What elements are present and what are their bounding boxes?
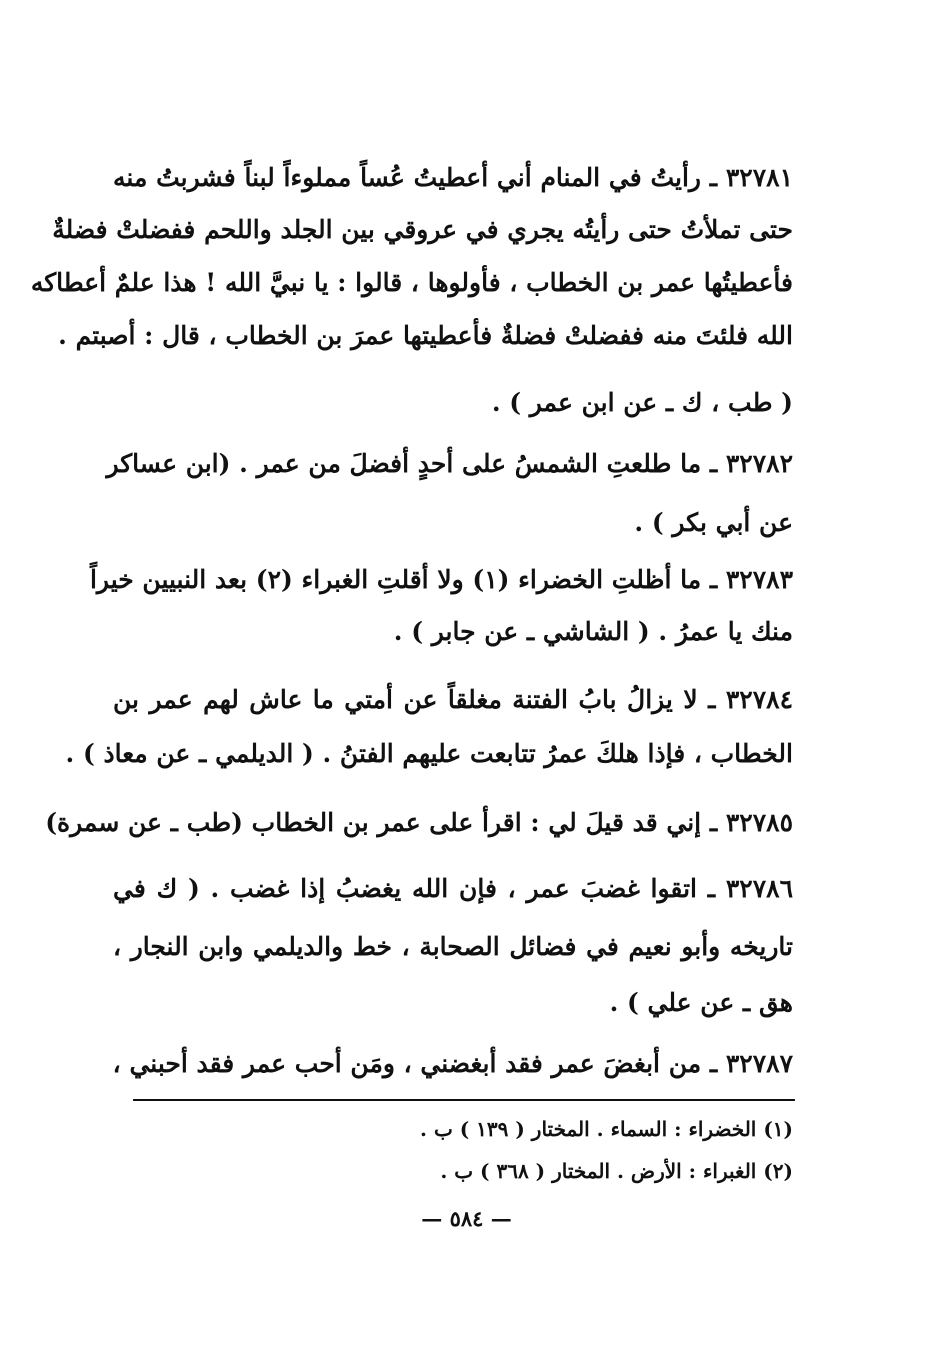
page-number: — ٥٨٤ — [421,1206,512,1231]
hadith-32785-line-1: ٣٢٧٨٥ ـ إني قد قيلَ لي : اقرأ على عمر بن الخطاب (طب ـ عن سمرة) [45,808,793,837]
hadith-32787-line-1: ٣٢٧٨٧ ـ من أبغضَ عمر فقد أبغضني ، ومَن أحب عمر فقد أحبني ، [112,1049,793,1078]
hadith-32781-line-1: ٣٢٧٨١ ـ رأيتُ في المنام أني أعطيتُ عُساً مملوءاً لبناً فشربتُ منه [113,163,793,192]
hadith-32782-line-1: ٣٢٧٨٢ ـ ما طلعتِ الشمسُ على أحدٍ أفضلَ من عمر . (ابن عساكر [106,449,793,478]
hadith-32781-line-5: ( طب ، ك ـ عن ابن عمر ) . [491,388,793,417]
footnote-divider [133,1099,795,1101]
hadith-32781-line-4: الله فلئتَ منه ففضلتْ فضلةٌ فأعطيتها عمرَ بن الخطاب ، قال : أصبتم . [58,321,793,350]
hadith-32786-line-1: ٣٢٧٨٦ ـ اتقوا غضبَ عمر ، فإن الله يغضبُ إذا غضب . ( ك في [113,874,793,903]
hadith-32784-line-2: الخطاب ، فإذا هلكَ عمرُ تتابعت عليهم الفتنُ . ( الديلمي ـ عن معاذ ) . [65,739,793,768]
hadith-32783-line-1: ٣٢٧٨٣ ـ ما أظلتِ الخضراء (١) ولا أقلتِ الغبراء (٢) بعد النبيين خيراً [89,565,793,594]
hadith-32786-line-3: هق ـ عن علي ) . [609,988,793,1017]
footnote-1: (١) الخضراء : السماء . المختار ( ١٣٩ ) ب . [420,1117,793,1141]
hadith-32781-line-2: حتى تملأتُ حتى رأيتُه يجري في عروقي بين الجلد واللحم ففضلتْ فضلةٌ [52,215,793,244]
hadith-32786-line-2: تاريخه وأبو نعيم في فضائل الصحابة ، خط والديلمي وابن النجار ، [113,932,793,961]
footnote-2: (٢) الغبراء : الأرض . المختار ( ٣٦٨ ) ب . [440,1159,793,1183]
hadith-32782-line-2: عن أبي بكر ) . [634,508,793,537]
hadith-32781-line-3: فأعطيتُها عمر بن الخطاب ، فأولوها ، قالوا : يا نبيَّ الله ! هذا علمٌ أعطاكه [30,268,793,297]
hadith-32784-line-1: ٣٢٧٨٤ ـ لا يزالُ بابُ الفتنة مغلقاً عن أمتي ما عاش لهم عمر بن [113,685,793,714]
hadith-32783-line-2: منك يا عمرُ . ( الشاشي ـ عن جابر ) . [393,617,793,646]
